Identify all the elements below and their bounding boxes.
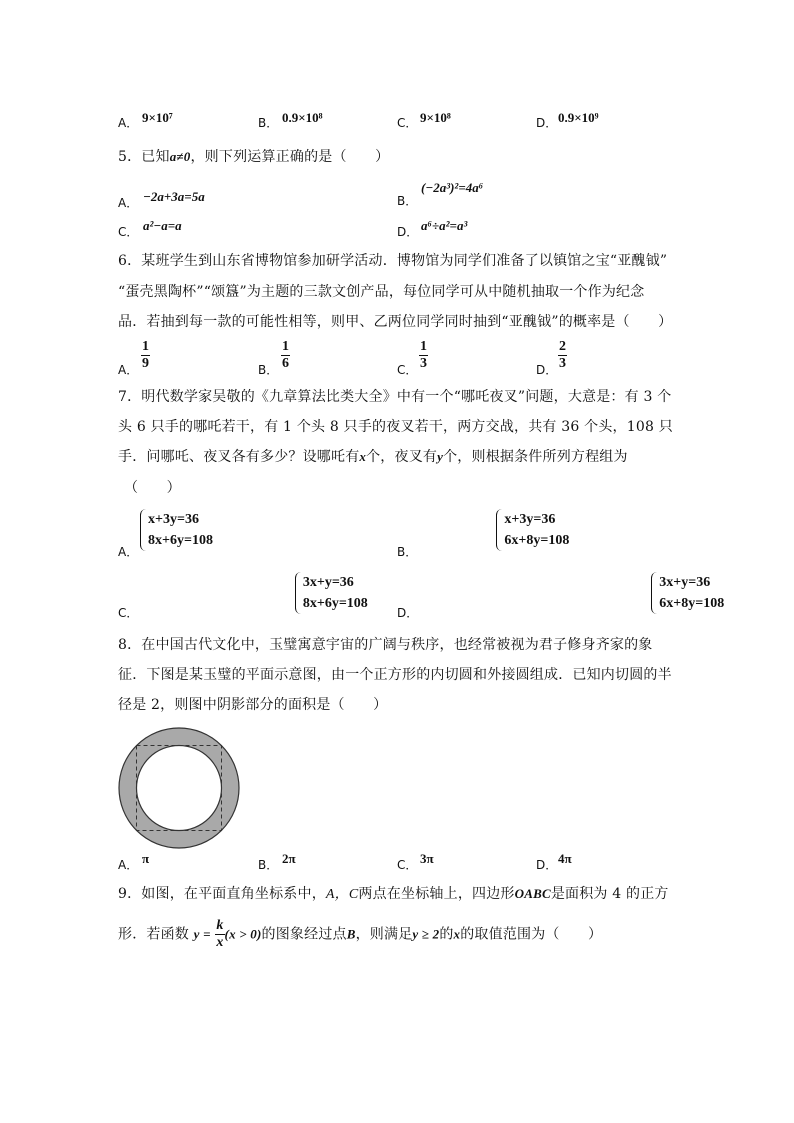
q4-option-c-label: C．: [397, 116, 418, 130]
q5-option-d-value: a⁶÷a²=a³: [421, 218, 468, 233]
q7-option-b-system: x+3y=36 6x+8y=108: [496, 509, 569, 551]
q7-option-d-system: 3x+y=36 6x+8y=108: [651, 572, 724, 614]
q6-line-3: 品．若抽到每一款的可能性相等，则甲、乙两位同学同时抽到“亚醜钺”的概率是（ ）: [118, 314, 673, 330]
q7-option-c-label: C．: [118, 606, 139, 620]
q5-option-c-label: C．: [118, 225, 139, 239]
q7-line-2: 头 6 只手的哪吒若干，有 1 个头 8 只手的夜叉若干，两方交战，共有 36 个头，108 只: [118, 419, 673, 435]
q9-line-1: 9．如图，在平面直角坐标系中，A，C两点在坐标轴上，四边形OABC是面积为 4 的正方: [118, 886, 669, 902]
q7-option-a-system: x+3y=36 8x+6y=108: [140, 509, 213, 551]
q6-option-d-label: D．: [536, 363, 558, 377]
q7-line-3: 手．问哪吒、夜叉各有多少？设哪吒有x个，夜叉有y个，则根据条件所列方程组为: [118, 449, 628, 465]
q4-option-c-value: 9×10⁸: [420, 110, 451, 125]
q4-option-b-value: 0.9×10⁸: [282, 110, 323, 125]
q7-line-1: 7．明代数学家吴敬的《九章算法比类大全》中有一个“哪吒夜叉”问题，大意是：有 3 个: [118, 389, 672, 405]
q8-option-a-value: π: [142, 851, 150, 866]
q7-option-a-label: A．: [118, 545, 139, 559]
q5-option-b-label: B．: [397, 194, 418, 208]
q4-option-d-label: D．: [536, 116, 558, 130]
q4-option-a-label: A．: [118, 116, 139, 130]
q6-option-c-label: C．: [397, 363, 418, 377]
q4-option-d-value: 0.9×10⁹: [558, 110, 599, 125]
q9-function-fraction: $\frac{k}{x}$: [216, 918, 224, 950]
q7-option-c-system: 3x+y=36 8x+6y=108: [295, 572, 368, 614]
q5-option-d-label: D．: [397, 225, 419, 239]
q7-line-4: （ ）: [124, 480, 181, 496]
q6-option-b-fraction: $\frac{1}{6}$: [282, 339, 289, 371]
q8-option-d-label: D．: [536, 858, 558, 872]
q7-option-d-label: D．: [397, 606, 419, 620]
q6-line-2: “蛋壳黑陶杯”“颂簋”为主题的三款文创产品，每位同学可从中随机抽取一个作为纪念: [118, 284, 645, 300]
q4-option-b-label: B．: [258, 116, 279, 130]
inner-inscribed-circle: [137, 746, 222, 831]
q8-line-1: 8．在中国古代文化中，玉璧寓意宇宙的广阔与秩序，也经常被视为君子修身齐家的象: [118, 637, 653, 653]
q7-option-b-label: B．: [397, 545, 418, 559]
q6-option-d-fraction: $\frac{2}{3}$: [559, 339, 566, 371]
jade-disc-figure: [116, 725, 242, 851]
q6-option-b-label: B．: [258, 363, 279, 377]
q6-option-a-label: A．: [118, 363, 139, 377]
q8-option-b-label: B．: [258, 858, 279, 872]
q6-line-1: 6．某班学生到山东省博物馆参加研学活动．博物馆为同学们准备了以镇馆之宝“亚醜钺”: [118, 253, 668, 269]
q9-line-2: 形．若函数 y = $\frac{k}{x}$ (x > 0)的图象经过点B，则满足y ≥ 2的x的取值范围为（ ）: [118, 918, 603, 950]
q6-option-a-fraction: $\frac{1}{9}$: [142, 339, 149, 371]
q8-option-c-label: C．: [397, 858, 418, 872]
q8-option-a-label: A．: [118, 858, 139, 872]
q5-option-c-value: a²−a=a: [143, 218, 182, 233]
q8-line-2: 征．下图是某玉璧的平面示意图，由一个正方形的内切圆和外接圆组成．已知内切圆的半: [118, 667, 672, 683]
q8-line-3: 径是 2，则图中阴影部分的面积是（ ）: [118, 697, 388, 713]
q5-option-a-label: A．: [118, 196, 139, 210]
q8-option-d-value: 4π: [558, 851, 572, 866]
q8-option-c-value: 3π: [420, 851, 434, 866]
q5-option-b-value: (−2a³)²=4a⁶: [421, 180, 484, 195]
q4-option-a-value: 9×10⁷: [142, 110, 173, 125]
q5-option-a-value: −2a+3a=5a: [143, 189, 205, 204]
q6-option-c-fraction: $\frac{1}{3}$: [420, 339, 427, 371]
q5-stem: 5．已知a≠0，则下列运算正确的是（ ）: [118, 149, 390, 165]
q8-option-b-value: 2π: [282, 851, 296, 866]
